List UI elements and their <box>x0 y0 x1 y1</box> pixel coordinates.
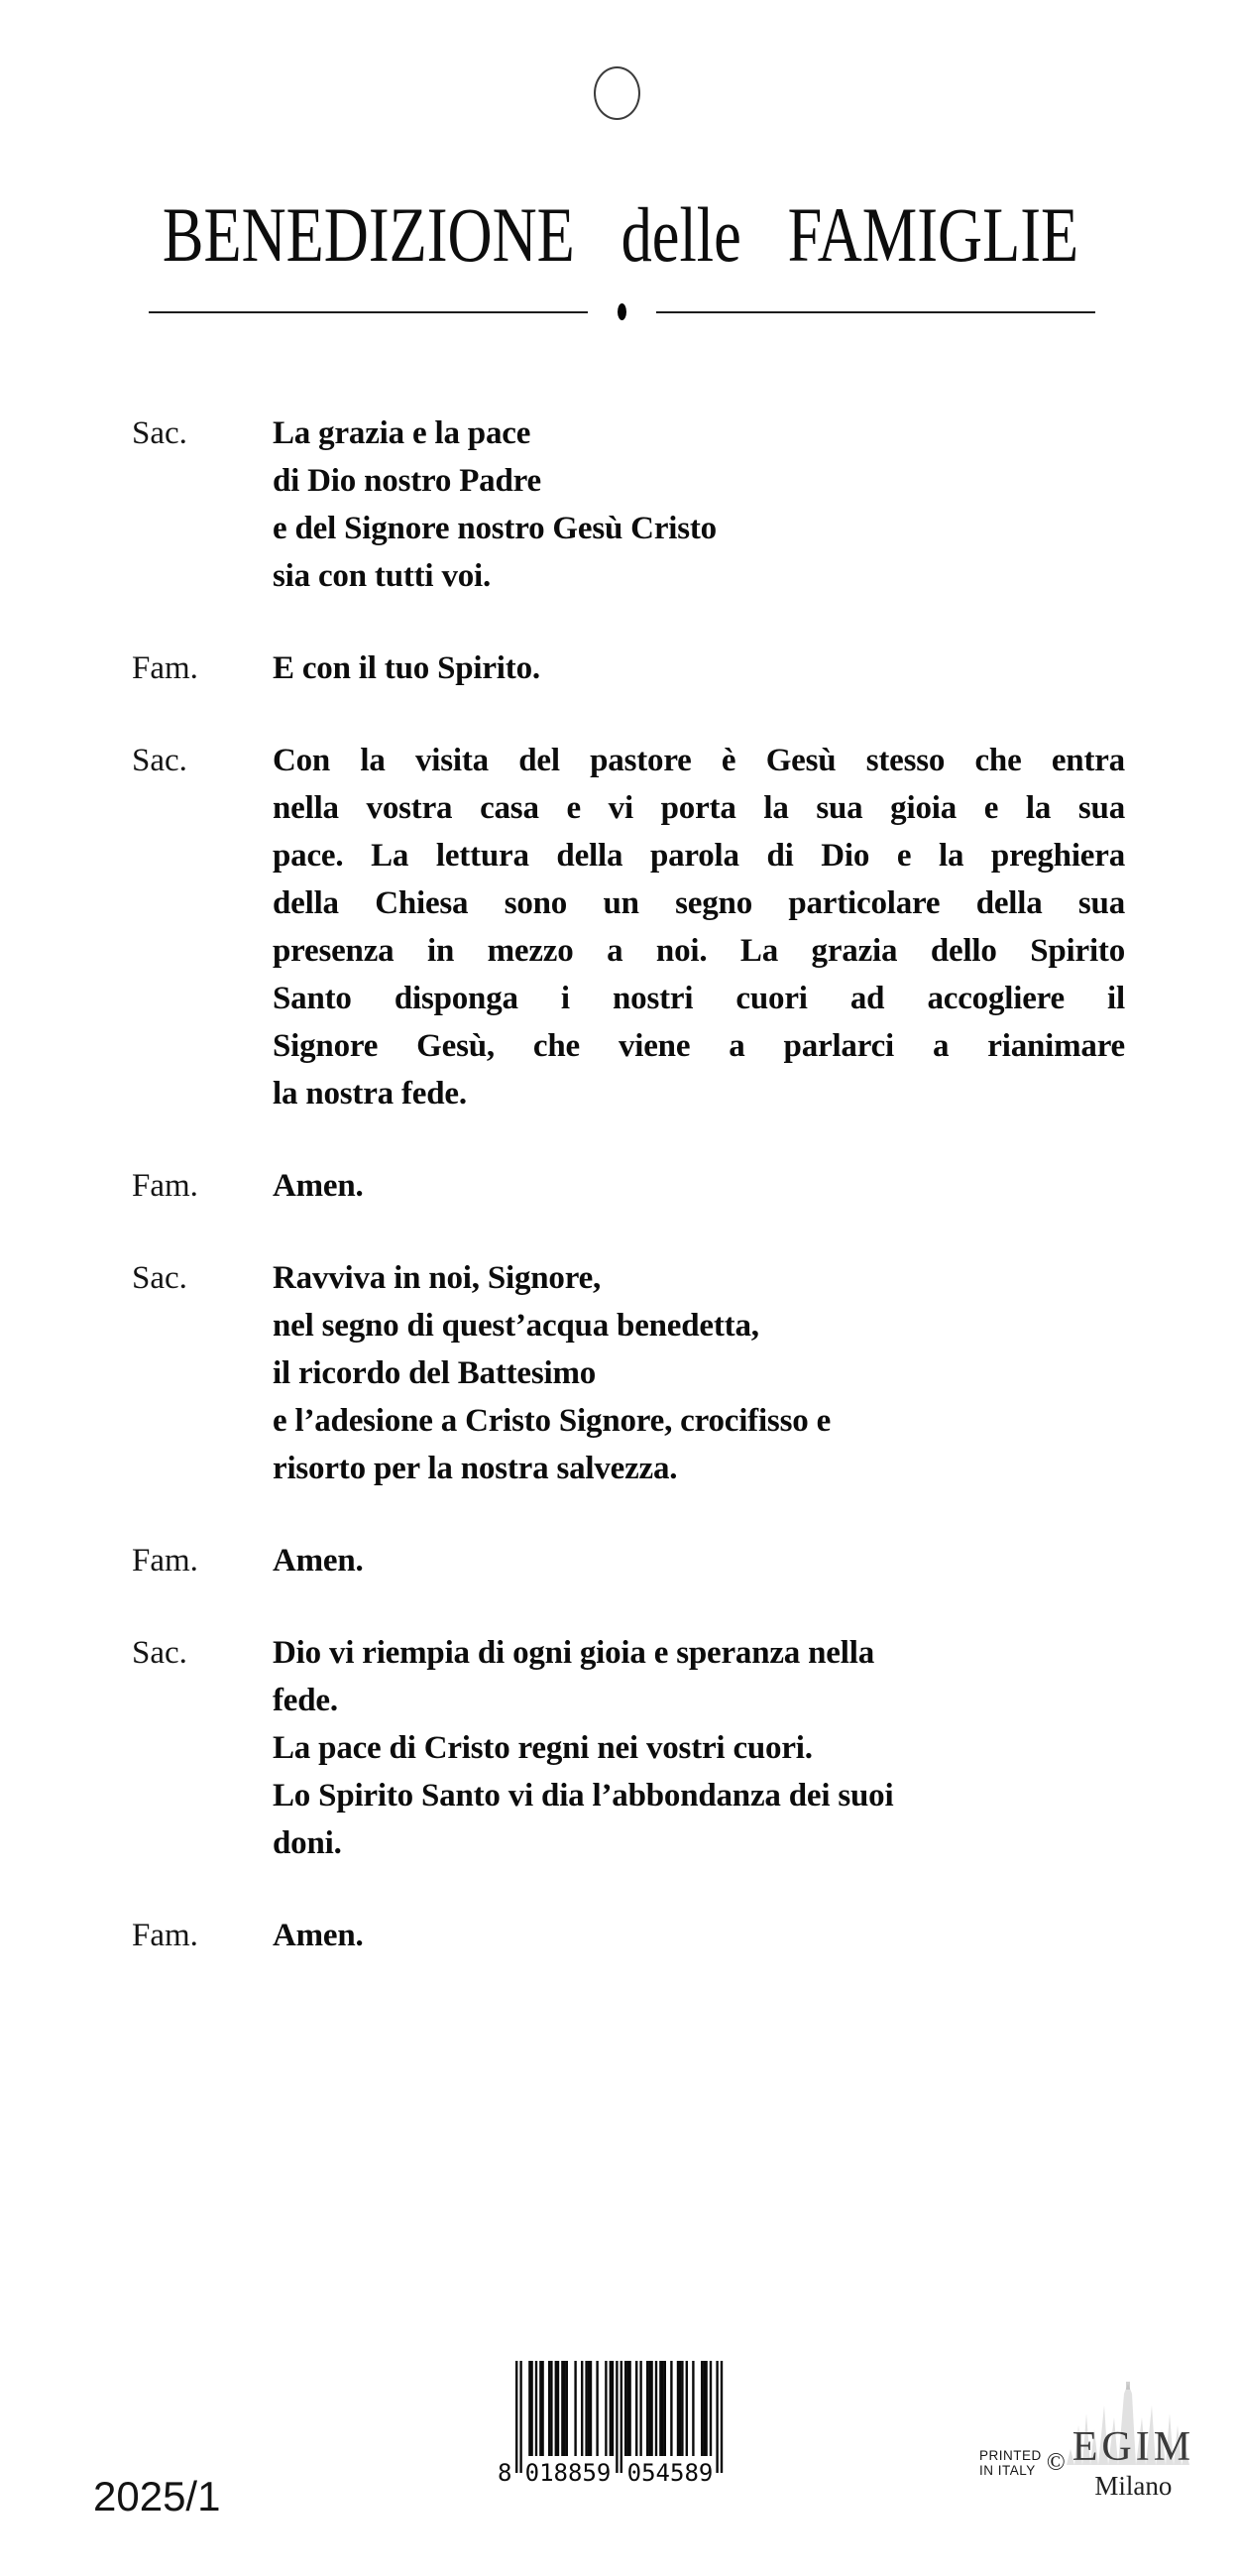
dialog-line: Dio vi riempia di ogni gioia e speranza nella <box>273 1635 874 1671</box>
dialog-line: fede. <box>273 1683 338 1718</box>
dialog-line: di Dio nostro Padre <box>273 463 541 499</box>
dialog-line: doni. <box>273 1825 342 1861</box>
dialog-line: E con il tuo Spirito. <box>273 650 540 686</box>
dialog-text <box>273 1254 1125 1492</box>
printer-city: Milano <box>1094 2471 1173 2501</box>
printed-in-line1: PRINTED <box>979 2448 1042 2463</box>
dialog-line: Signore Gesù, che viene a parlarci a rianimare <box>273 1028 1125 1064</box>
speaker-label: Fam. <box>132 1918 198 1953</box>
dialog-line: nel segno di quest’acqua benedetta, <box>273 1308 759 1344</box>
dialog-line: Lo Spirito Santo vi dia l’abbondanza dei suoi <box>273 1778 894 1814</box>
svg-text:8: 8 <box>498 2459 512 2487</box>
dialog-text <box>273 1912 1125 1959</box>
egim-logo <box>1072 2425 1194 2501</box>
printer-mark <box>979 2425 1194 2501</box>
dialog-text-block <box>132 410 1125 2004</box>
speaker-label: Sac. <box>132 743 187 778</box>
dialog-row <box>132 1162 1125 1210</box>
divider-dot <box>618 303 626 320</box>
dialog-line: della Chiesa sono un segno particolare della sua <box>273 885 1125 921</box>
dialog-line: La grazia e la pace <box>273 415 531 451</box>
svg-text:054589: 054589 <box>626 2459 714 2487</box>
dialog-line: presenza in mezzo a noi. La grazia dello Spirito <box>273 933 1125 969</box>
dialog-row <box>132 1537 1125 1584</box>
dialog-line: sia con tutti voi. <box>273 558 492 594</box>
dialog-line: nella vostra casa e vi porta la sua gioia e la sua <box>273 790 1125 826</box>
dialog-row <box>132 1912 1125 1959</box>
speaker-label: Fam. <box>132 650 198 686</box>
dialog-line: Santo disponga i nostri cuori ad accogliere il <box>273 981 1125 1016</box>
dialog-row <box>132 1254 1125 1492</box>
speaker-label: Sac. <box>132 1635 187 1671</box>
printed-in-line2: IN ITALY <box>979 2463 1036 2478</box>
dialog-row <box>132 644 1125 692</box>
dialog-line: Ravviva in noi, Signore, <box>273 1260 602 1296</box>
edition-number: 2025/1 <box>93 2473 221 2519</box>
punch-hole <box>594 66 640 120</box>
dialog-text <box>273 410 1125 600</box>
dialog-line: e l’adesione a Cristo Signore, crocifisso e <box>273 1403 832 1439</box>
dialog-line: La pace di Cristo regni nei vostri cuori. <box>273 1730 813 1766</box>
dialog-text <box>273 1537 1125 1584</box>
page-title: BENEDIZIONE delle FAMIGLIE <box>162 191 1079 278</box>
dialog-row <box>132 410 1125 600</box>
dialog-row <box>132 737 1125 1117</box>
dialog-line: la nostra fede. <box>273 1076 467 1112</box>
printed-in-italy-label <box>979 2448 1042 2478</box>
dialog-line: e del Signore nostro Gesù Cristo <box>273 511 717 546</box>
dialog-line: Con la visita del pastore è Gesù stesso che entra <box>273 743 1125 778</box>
dialog-line: il ricordo del Battesimo <box>273 1355 597 1391</box>
divider-line-left <box>149 311 588 313</box>
copyright-icon: © <box>1046 2449 1066 2476</box>
dialog-text <box>273 1162 1125 1210</box>
speaker-label: Fam. <box>132 1543 198 1579</box>
dialog-row <box>132 1629 1125 1867</box>
ean13-barcode <box>496 2361 743 2493</box>
dialog-line: Amen. <box>273 1918 364 1953</box>
svg-text:018859: 018859 <box>524 2459 612 2487</box>
dialog-line: risorto per la nostra salvezza. <box>273 1451 678 1486</box>
divider-line-right <box>656 311 1095 313</box>
speaker-label: Fam. <box>132 1168 198 1204</box>
dialog-text <box>273 644 1125 692</box>
dialog-line: Amen. <box>273 1168 364 1204</box>
dialog-text <box>273 1629 1125 1867</box>
dialog-text <box>273 737 1125 1117</box>
egim-logo-text: EGIM <box>1072 2424 1195 2470</box>
speaker-label: Sac. <box>132 1260 187 1296</box>
dialog-line: pace. La lettura della parola di Dio e la preghiera <box>273 838 1125 874</box>
dialog-line: Amen. <box>273 1543 364 1579</box>
speaker-label: Sac. <box>132 415 187 451</box>
title-divider <box>149 303 1095 320</box>
